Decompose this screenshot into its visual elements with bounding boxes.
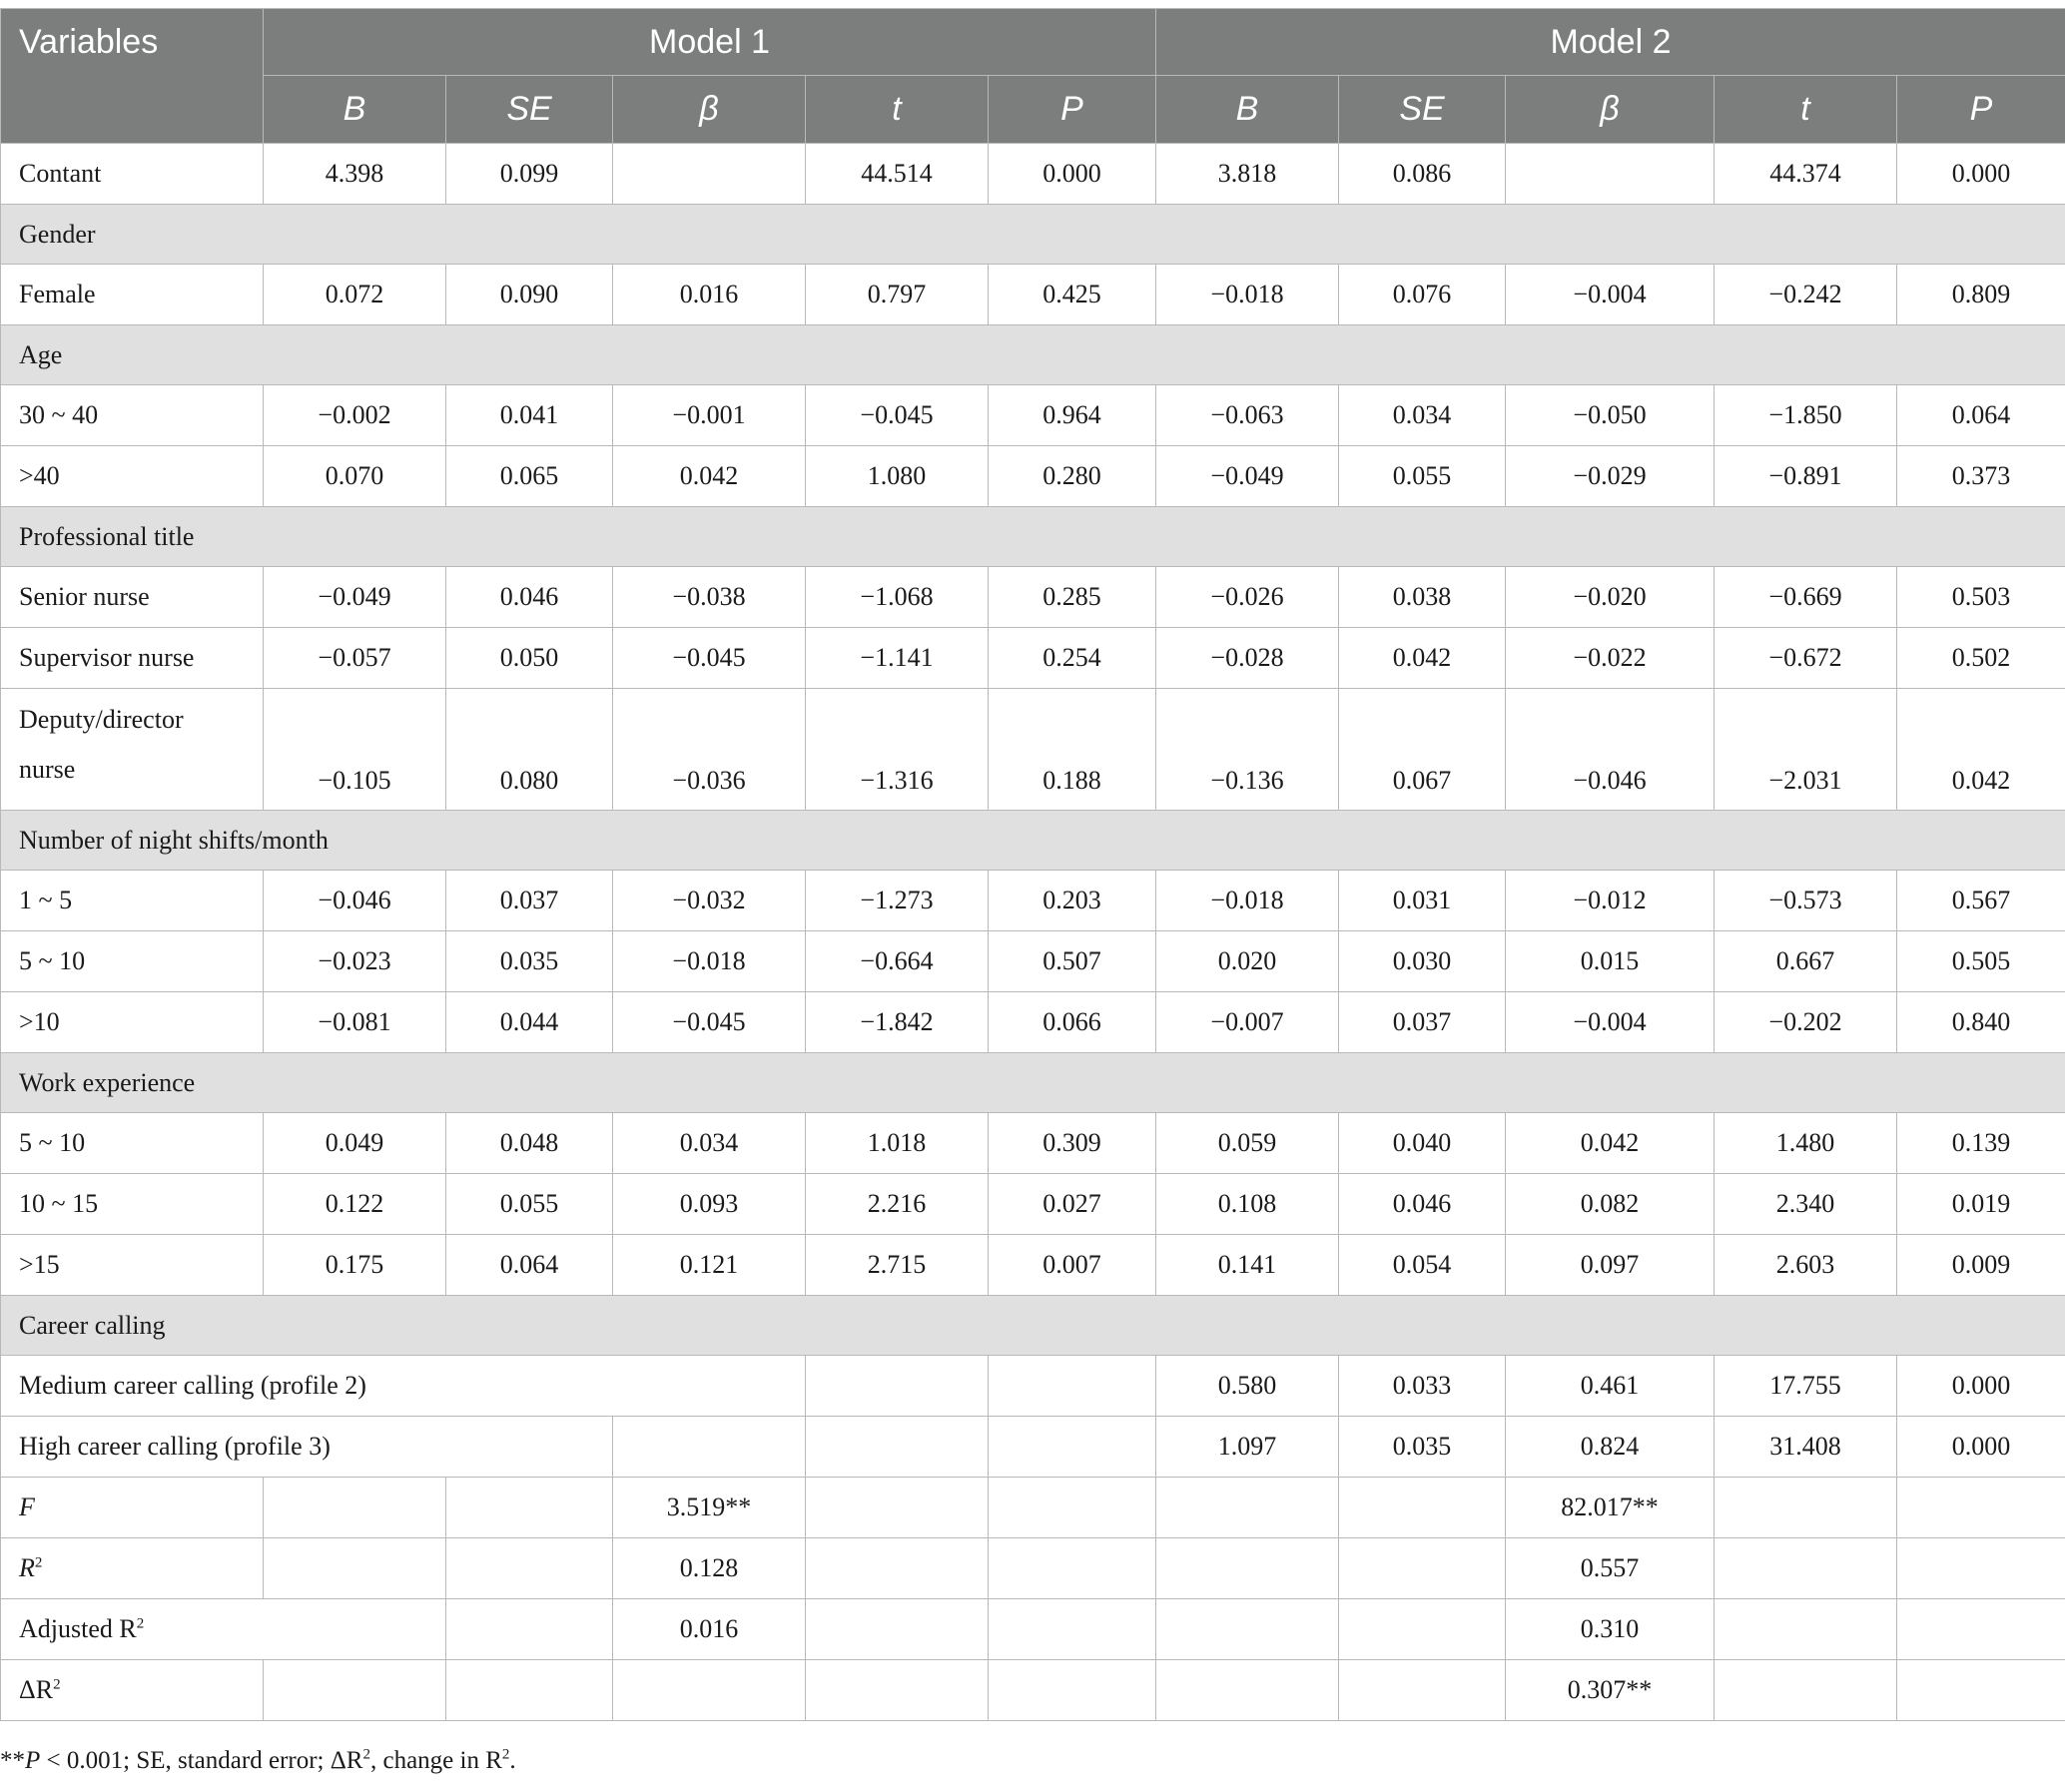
cell: −2.031 [1715,689,1897,811]
superscript: 2 [53,1676,61,1693]
cell: 2.603 [1715,1235,1897,1296]
row-label: Supervisor nurse [1,628,264,689]
cell: 0.139 [1897,1113,2065,1174]
header-col-p: P [989,76,1156,144]
cell: −0.050 [1506,385,1715,446]
cell [1897,1478,2065,1538]
cell: 0.031 [1339,871,1506,931]
cell: 0.034 [613,1113,806,1174]
cell [1506,144,1715,205]
cell: 0.000 [1897,1417,2065,1478]
superscript: 2 [34,1554,43,1571]
cell: 0.121 [613,1235,806,1296]
section-label: Professional title [1,507,2065,567]
table-row [1,446,2065,507]
cell: 0.009 [1897,1235,2065,1296]
cell: −0.004 [1506,992,1715,1053]
row-label [1,1599,446,1660]
cell: 0.461 [1506,1356,1715,1417]
table-row [1,385,2065,446]
cell: 0.188 [989,689,1156,811]
section-row [1,811,2065,871]
section-label: Work experience [1,1053,2065,1113]
row-label: 5 ~ 10 [1,931,264,992]
cell: 0.055 [446,1174,613,1235]
cell [1339,1599,1506,1660]
header-col-t: t [806,76,989,144]
section-label: Age [1,325,2065,385]
cell: −1.850 [1715,385,1897,446]
cell: 1.480 [1715,1113,1897,1174]
cell [989,1538,1156,1599]
table-footnote [0,1747,516,1775]
cell: 0.050 [446,628,613,689]
row-label: Deputy/director nurse [1,689,264,811]
cell: 0.000 [1897,144,2065,205]
cell: 0.041 [446,385,613,446]
cell [446,1538,613,1599]
cell: 0.054 [1339,1235,1506,1296]
cell: 3.818 [1156,144,1339,205]
cell [446,1599,613,1660]
cell [806,1478,989,1538]
cell: 0.020 [1156,931,1339,992]
row-label: 10 ~ 15 [1,1174,264,1235]
cell: 0.309 [989,1113,1156,1174]
cell: 0.507 [989,931,1156,992]
cell: 0.044 [446,992,613,1053]
header-row-models [1,9,2065,76]
cell [1897,1599,2065,1660]
cell: −0.242 [1715,265,1897,325]
cell: 0.667 [1715,931,1897,992]
section-row [1,507,2065,567]
cell: −0.028 [1156,628,1339,689]
cell: 0.038 [1339,567,1506,628]
cell: 0.090 [446,265,613,325]
cell: 44.514 [806,144,989,205]
superscript: 2 [136,1615,145,1632]
cell: −0.038 [613,567,806,628]
footnote-text: . [509,1747,516,1774]
cell: −0.202 [1715,992,1897,1053]
row-label: Female [1,265,264,325]
cell: 4.398 [264,144,446,205]
row-label: >10 [1,992,264,1053]
cell [1156,1538,1339,1599]
cell: 0.567 [1897,871,2065,931]
table-row [1,1538,2065,1599]
cell: −0.004 [1506,265,1715,325]
cell: 0.030 [1339,931,1506,992]
cell: 1.018 [806,1113,989,1174]
cell: −1.273 [806,871,989,931]
cell: 44.374 [1715,144,1897,205]
cell [1339,1660,1506,1721]
cell: 0.016 [613,1599,806,1660]
row-label: 5 ~ 10 [1,1113,264,1174]
cell: −0.045 [613,992,806,1053]
cell: 0.046 [1339,1174,1506,1235]
row-label-text: Adjusted R [19,1614,137,1643]
cell: −0.001 [613,385,806,446]
row-label: 1 ~ 5 [1,871,264,931]
cell: 0.373 [1897,446,2065,507]
cell: −1.068 [806,567,989,628]
cell: −0.891 [1715,446,1897,507]
table-row [1,628,2065,689]
table-row [1,1113,2065,1174]
cell [1339,1538,1506,1599]
cell: −0.018 [1156,871,1339,931]
cell: −0.057 [264,628,446,689]
superscript: 2 [362,1746,370,1763]
cell: 0.093 [613,1174,806,1235]
cell: 0.280 [989,446,1156,507]
cell: 0.042 [1506,1113,1715,1174]
row-label: Senior nurse [1,567,264,628]
cell: 0.019 [1897,1174,2065,1235]
cell: 0.840 [1897,992,2065,1053]
table-row [1,1478,2065,1538]
cell [806,1660,989,1721]
header-variables: Variables [1,9,264,144]
cell: −0.049 [264,567,446,628]
cell: −0.672 [1715,628,1897,689]
cell: −0.036 [613,689,806,811]
cell: 0.034 [1339,385,1506,446]
cell: 0.042 [613,446,806,507]
cell: −0.081 [264,992,446,1053]
row-label: >15 [1,1235,264,1296]
table-row [1,144,2065,205]
cell: −0.105 [264,689,446,811]
cell: −0.046 [264,871,446,931]
cell [989,1660,1156,1721]
cell: 0.285 [989,567,1156,628]
row-label: 30 ~ 40 [1,385,264,446]
cell [1715,1538,1897,1599]
table-row [1,689,2065,811]
cell: 0.049 [264,1113,446,1174]
cell: 0.175 [264,1235,446,1296]
cell [1897,1660,2065,1721]
cell: −0.045 [806,385,989,446]
cell: −1.842 [806,992,989,1053]
cell: 0.108 [1156,1174,1339,1235]
cell: 0.000 [1897,1356,2065,1417]
row-label: >40 [1,446,264,507]
footnote-text: , change in R [369,1747,502,1774]
regression-table [0,8,2065,1721]
cell: 0.307** [1506,1660,1715,1721]
section-label: Number of night shifts/month [1,811,2065,871]
cell: −0.664 [806,931,989,992]
header-model-1: Model 1 [264,9,1156,76]
cell: 0.000 [989,144,1156,205]
superscript: 2 [501,1746,510,1763]
cell: −0.020 [1506,567,1715,628]
cell: 0.809 [1897,265,2065,325]
cell: 0.046 [446,567,613,628]
table-container [0,8,2065,1721]
row-label: Contant [1,144,264,205]
cell: 0.042 [1339,628,1506,689]
cell [613,144,806,205]
cell: 0.065 [446,446,613,507]
header-col-b: B [264,76,446,144]
cell: 1.080 [806,446,989,507]
cell: −0.018 [613,931,806,992]
header-col-p: P [1897,76,2065,144]
cell [806,1538,989,1599]
cell: 0.964 [989,385,1156,446]
header-row-columns [1,76,2065,144]
cell: 0.072 [264,265,446,325]
cell: 0.048 [446,1113,613,1174]
cell: −1.141 [806,628,989,689]
cell [1156,1660,1339,1721]
cell: 0.035 [1339,1417,1506,1478]
cell: 17.755 [1715,1356,1897,1417]
cell: 2.340 [1715,1174,1897,1235]
cell [806,1356,989,1417]
cell: −0.046 [1506,689,1715,811]
footnote-p: P [25,1747,41,1774]
cell: 2.715 [806,1235,989,1296]
cell: −0.022 [1506,628,1715,689]
row-label-text: R [19,1553,35,1582]
cell [1715,1660,1897,1721]
cell [989,1599,1156,1660]
table-row [1,1417,2065,1478]
cell [1715,1599,1897,1660]
cell: 0.067 [1339,689,1506,811]
cell [264,1538,446,1599]
row-label: F [1,1478,264,1538]
cell: 0.502 [1897,628,2065,689]
cell: 0.128 [613,1538,806,1599]
cell: −0.032 [613,871,806,931]
cell [264,1660,446,1721]
cell: 0.797 [806,265,989,325]
cell [1156,1478,1339,1538]
cell [806,1599,989,1660]
row-label [1,1538,264,1599]
cell: 0.042 [1897,689,2065,811]
row-label: High career calling (profile 3) [1,1417,613,1478]
cell: −0.026 [1156,567,1339,628]
cell: 0.064 [446,1235,613,1296]
table-row [1,265,2065,325]
cell: 0.141 [1156,1235,1339,1296]
cell: 0.076 [1339,265,1506,325]
cell: 0.059 [1156,1113,1339,1174]
cell: −0.007 [1156,992,1339,1053]
header-col-se: SE [1339,76,1506,144]
table-row [1,871,2065,931]
cell: 0.015 [1506,931,1715,992]
cell: 0.203 [989,871,1156,931]
cell: 0.099 [446,144,613,205]
cell: −0.669 [1715,567,1897,628]
cell [989,1356,1156,1417]
table-row [1,1599,2065,1660]
cell: −0.049 [1156,446,1339,507]
cell: 82.017** [1506,1478,1715,1538]
table-row [1,1356,2065,1417]
cell [1897,1538,2065,1599]
header-model-2: Model 2 [1156,9,2065,76]
section-row [1,1053,2065,1113]
footnote-text: < 0.001; SE, standard error; ΔR [40,1747,363,1774]
cell: −0.063 [1156,385,1339,446]
header-col-se: SE [446,76,613,144]
footnote-stars: ** [0,1747,25,1774]
cell: 0.037 [1339,992,1506,1053]
cell [1339,1478,1506,1538]
table-row [1,1174,2065,1235]
cell: −0.012 [1506,871,1715,931]
cell: 1.097 [1156,1417,1339,1478]
cell: 0.007 [989,1235,1156,1296]
cell: −0.045 [613,628,806,689]
header-col-beta: β [1506,76,1715,144]
cell: 0.037 [446,871,613,931]
cell: −1.316 [806,689,989,811]
section-row [1,205,2065,265]
cell: 0.033 [1339,1356,1506,1417]
cell: −0.136 [1156,689,1339,811]
cell: 3.519** [613,1478,806,1538]
cell: −0.002 [264,385,446,446]
cell [613,1417,806,1478]
cell: 0.254 [989,628,1156,689]
cell [446,1660,613,1721]
cell [806,1417,989,1478]
cell: −0.029 [1506,446,1715,507]
header-col-b: B [1156,76,1339,144]
cell: −0.023 [264,931,446,992]
cell: 0.824 [1506,1417,1715,1478]
cell [1715,1478,1897,1538]
cell: 0.086 [1339,144,1506,205]
cell: 2.216 [806,1174,989,1235]
cell: 0.064 [1897,385,2065,446]
cell: 31.408 [1715,1417,1897,1478]
cell: 0.027 [989,1174,1156,1235]
header-col-t: t [1715,76,1897,144]
cell: 0.035 [446,931,613,992]
cell: −0.018 [1156,265,1339,325]
cell: 0.016 [613,265,806,325]
cell: 0.097 [1506,1235,1715,1296]
table-row [1,1660,2065,1721]
cell: 0.040 [1339,1113,1506,1174]
row-label-text: ΔR [19,1675,54,1704]
cell: 0.070 [264,446,446,507]
cell: 0.082 [1506,1174,1715,1235]
section-row [1,325,2065,385]
cell: 0.122 [264,1174,446,1235]
table-row [1,931,2065,992]
table-row [1,567,2065,628]
cell [1156,1599,1339,1660]
cell: 0.080 [446,689,613,811]
table-row [1,1235,2065,1296]
cell [446,1478,613,1538]
cell [613,1660,806,1721]
cell [989,1417,1156,1478]
section-label: Gender [1,205,2065,265]
cell: 0.580 [1156,1356,1339,1417]
cell [989,1478,1156,1538]
section-label: Career calling [1,1296,2065,1356]
cell: 0.557 [1506,1538,1715,1599]
row-label [1,1660,264,1721]
section-row [1,1296,2065,1356]
cell: 0.505 [1897,931,2065,992]
cell: 0.425 [989,265,1156,325]
table-row [1,992,2065,1053]
header-col-beta: β [613,76,806,144]
cell: 0.310 [1506,1599,1715,1660]
cell: 0.503 [1897,567,2065,628]
row-label: Medium career calling (profile 2) [1,1356,806,1417]
cell: 0.055 [1339,446,1506,507]
cell [264,1478,446,1538]
cell: −0.573 [1715,871,1897,931]
cell: 0.066 [989,992,1156,1053]
